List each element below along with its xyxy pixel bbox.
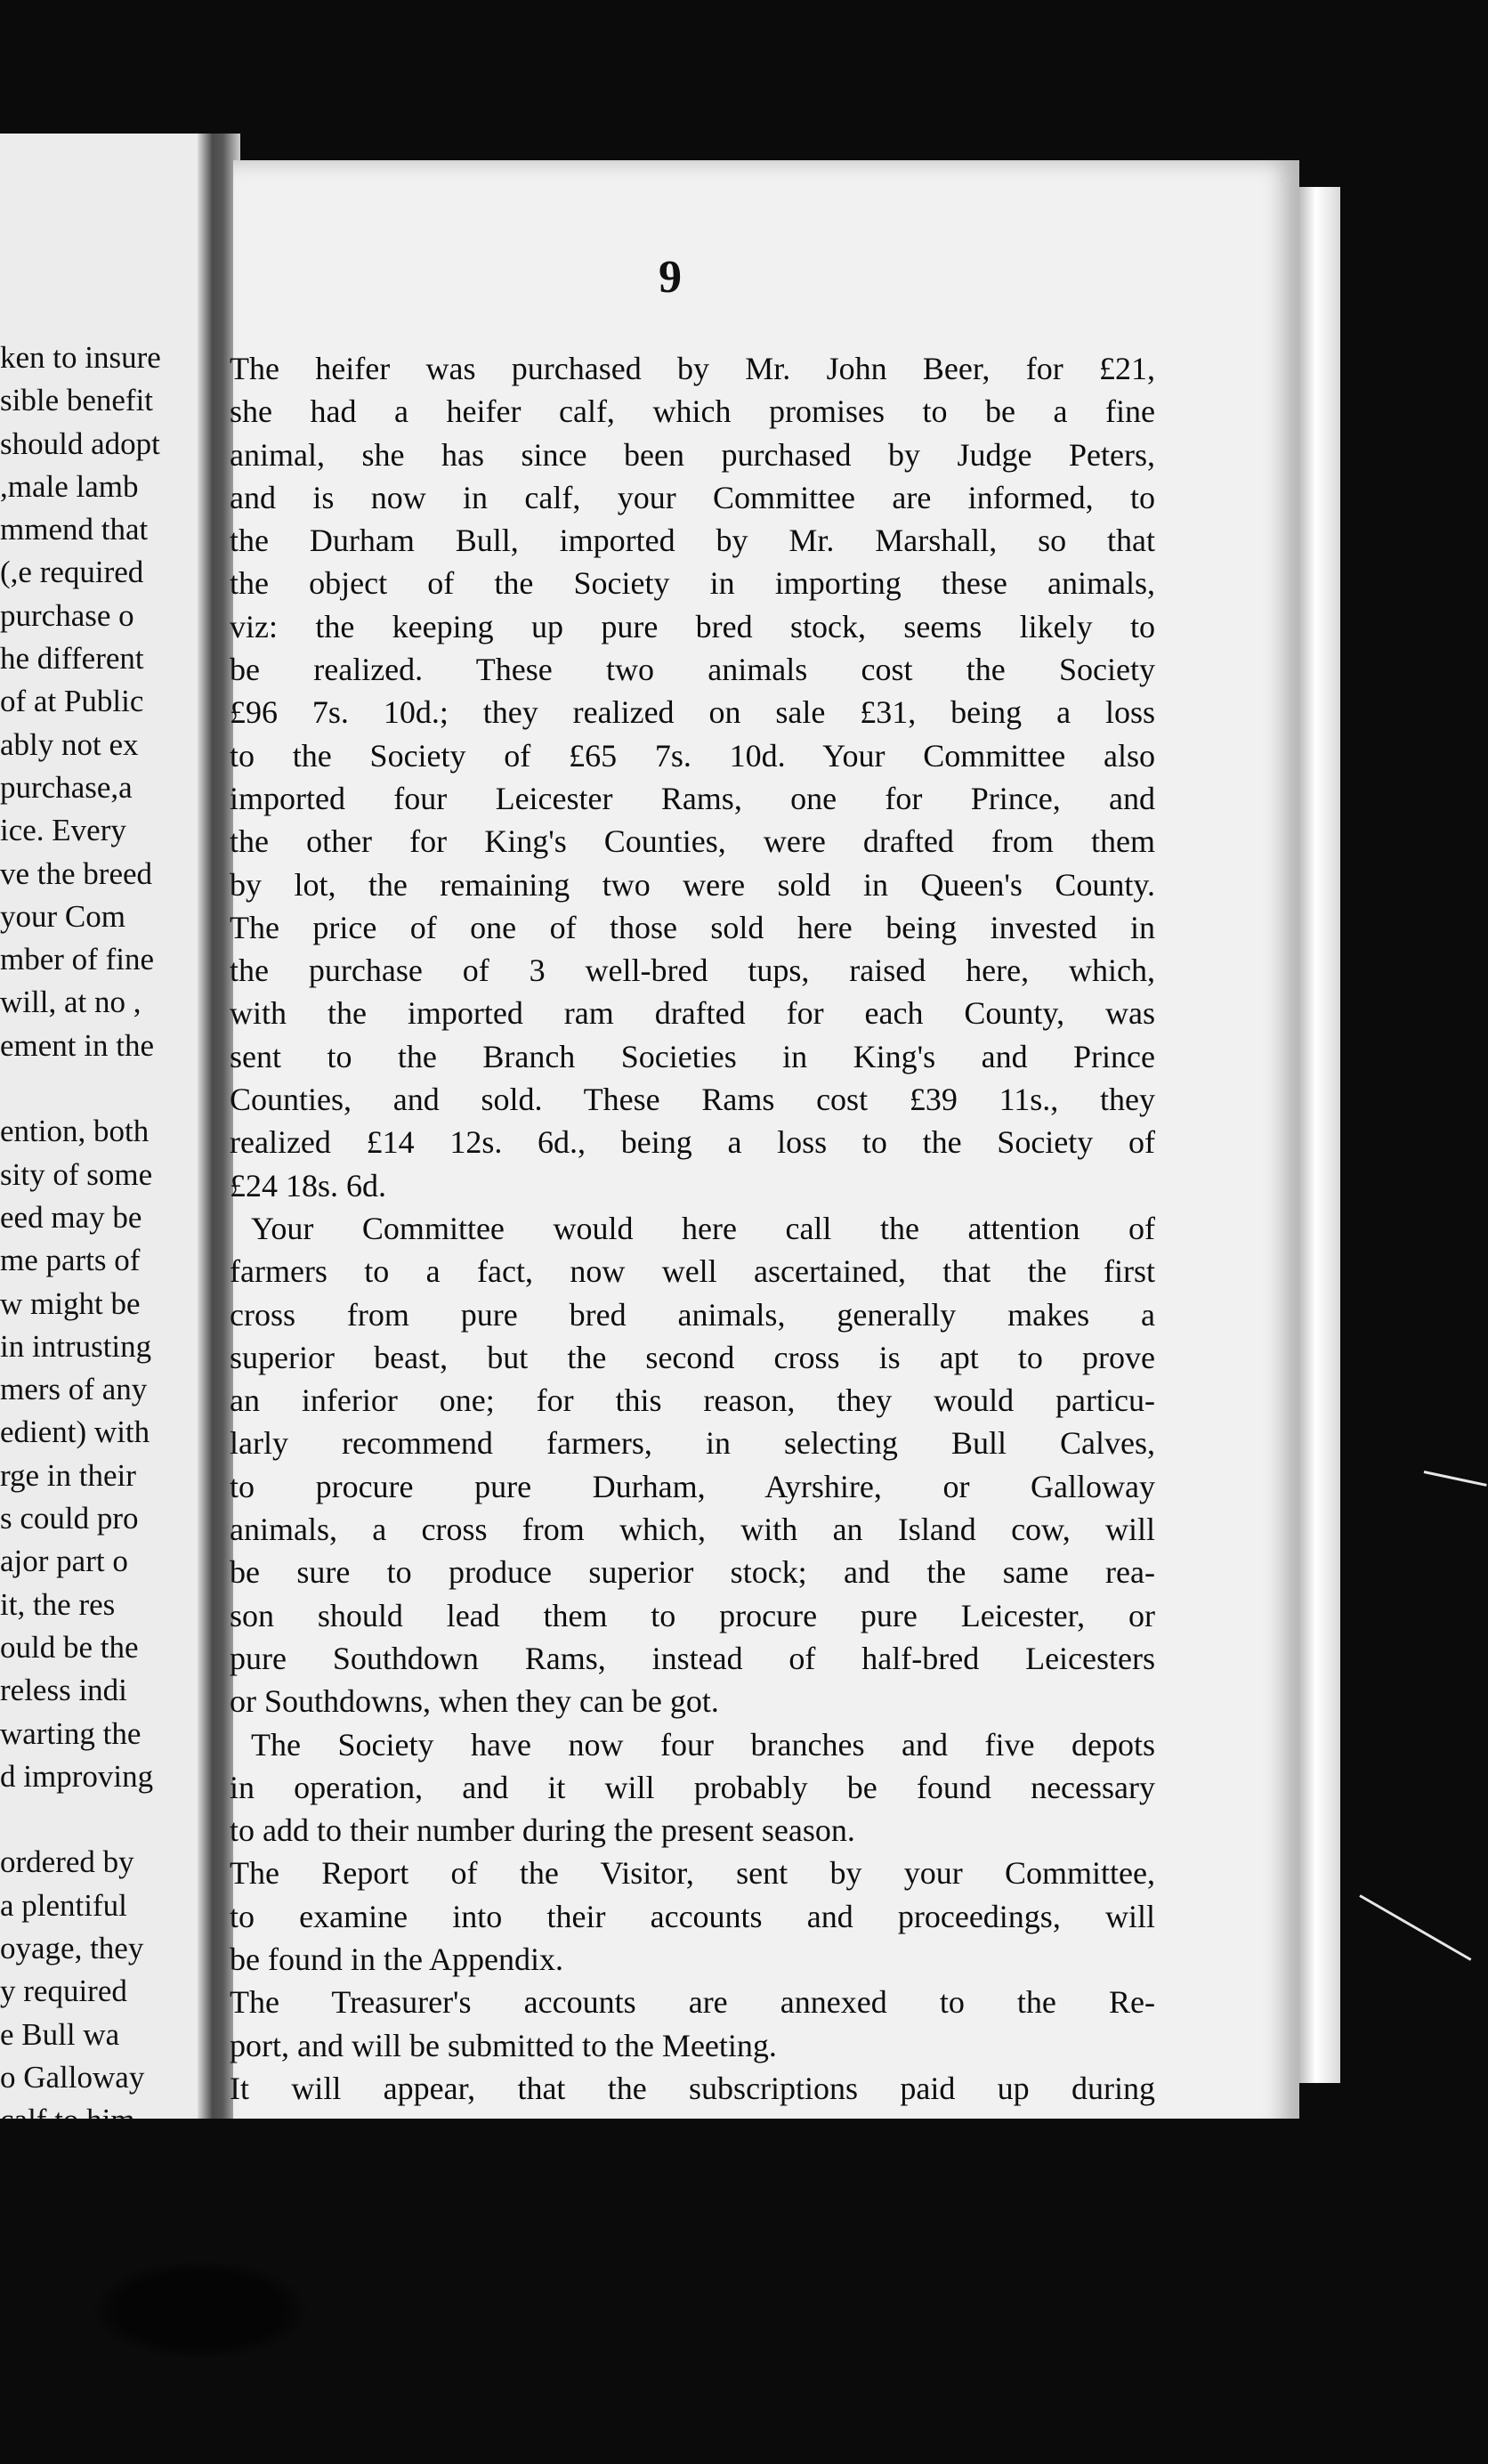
body-line: with the imported ram drafted for each County, was bbox=[230, 995, 1155, 1032]
body-line: superior beast, but the second cross is apt to prove bbox=[230, 1339, 1155, 1375]
left-page-line: me parts of bbox=[0, 1243, 141, 1278]
body-line: The Society have now four branches and five depots bbox=[251, 1726, 1155, 1763]
body-line: the Durham Bull, imported by Mr. Marshall, so that bbox=[230, 523, 1155, 559]
left-page-line bbox=[0, 1067, 222, 1110]
left-page-text bbox=[0, 336, 222, 2142]
ink-blot bbox=[93, 2261, 307, 2359]
left-page-line: of at Public bbox=[0, 684, 144, 719]
body-line: imported four Leicester Rams, one for Prince, and bbox=[230, 780, 1155, 816]
body-line: viz: the keeping up pure bred stock, seems likely to bbox=[230, 608, 1155, 644]
left-page-line: w might be bbox=[0, 1285, 141, 1321]
left-page-line: o Galloway bbox=[0, 2059, 145, 2095]
left-page-line: purchase,a bbox=[0, 769, 133, 805]
left-page-line: oyage, they bbox=[0, 1930, 144, 1966]
body-line: pure Southdown Rams, instead of half-bred Leicesters bbox=[230, 1640, 1155, 1676]
body-line: she had a heifer calf, which promises to be a fine bbox=[230, 393, 1155, 430]
left-page-line: ould be the bbox=[0, 1629, 139, 1665]
body-line: or Southdowns, when they can be got. bbox=[230, 1683, 719, 1720]
body-line: to add to their number during the present season. bbox=[230, 1812, 855, 1849]
body-line: Your Committee would here call the attention of bbox=[251, 1210, 1155, 1246]
body-line: to procure pure Durham, Ayrshire, or Galloway bbox=[230, 1468, 1155, 1504]
scan-mark bbox=[1424, 1471, 1487, 1487]
body-line: by lot, the remaining two were sold in Queen's County. bbox=[230, 866, 1155, 903]
body-line: the other for King's Counties, were drafted from them bbox=[230, 823, 1155, 860]
left-page-line: reless indi bbox=[0, 1673, 127, 1708]
left-page-line: ve the breed bbox=[0, 855, 153, 891]
body-line: Counties, and sold. These Rams cost £39 11s., they bbox=[230, 1082, 1155, 1118]
left-page-line: eed may be bbox=[0, 1199, 142, 1235]
left-page-line: ordered by bbox=[0, 1844, 134, 1880]
body-line: the object of the Society in importing these animals, bbox=[230, 565, 1155, 602]
left-page-line: e required,) bbox=[0, 555, 144, 590]
body-line: animal, she has since been purchased by Judge Peters, bbox=[230, 436, 1155, 473]
body-line: animals, a cross from which, with an Island cow, will bbox=[230, 1512, 1155, 1548]
left-page-line: ajor part o bbox=[0, 1544, 128, 1579]
left-page-line bbox=[0, 1798, 222, 1841]
left-page-line: your Com bbox=[0, 898, 125, 934]
left-page-line: warting the bbox=[0, 1715, 142, 1751]
left-page-line: should adopt bbox=[0, 426, 160, 461]
body-line: an inferior one; for this reason, they would particu- bbox=[230, 1382, 1155, 1419]
body-line: the purchase of 3 well-bred tups, raised here, which, bbox=[230, 952, 1155, 989]
left-page-line: purchase o bbox=[0, 597, 134, 633]
left-page-line: ice. Every bbox=[0, 813, 126, 848]
page-number: 9 bbox=[659, 252, 682, 303]
left-page-line: male lamb, bbox=[0, 468, 139, 504]
scan-mark bbox=[1359, 1894, 1471, 1961]
left-facing-page bbox=[0, 134, 222, 2119]
body-line: cross from pure bred animals, generally makes a bbox=[230, 1296, 1155, 1333]
left-page-line: sity of some bbox=[0, 1156, 153, 1192]
body-line: be found in the Appendix. bbox=[230, 1941, 563, 1977]
left-page-line: sible benefit bbox=[0, 383, 154, 418]
left-page-line: mers of any bbox=[0, 1372, 148, 1407]
left-page-line: rge in their bbox=[0, 1457, 136, 1493]
body-line: £24 18s. 6d. bbox=[230, 1167, 387, 1204]
body-line: farmers to a fact, now well ascertained, that the first bbox=[230, 1253, 1155, 1290]
body-line: realized £14 12s. 6d., being a loss to the Society of bbox=[230, 1124, 1155, 1161]
body-line: It will appear, that the subscriptions paid up during bbox=[230, 2070, 1155, 2106]
body-line: The price of one of those sold here being invested in bbox=[230, 909, 1155, 945]
body-line: in operation, and it will probably be found necessary bbox=[230, 1769, 1155, 1805]
left-page-line: it, the res bbox=[0, 1586, 116, 1622]
left-page-line: ention, both bbox=[0, 1114, 150, 1149]
page-body bbox=[230, 347, 1155, 2152]
left-page-line: ably not ex bbox=[0, 726, 139, 762]
left-page-line: he different bbox=[0, 641, 144, 677]
left-page-line: mmend that bbox=[0, 512, 149, 547]
body-line: larly recommend farmers, in selecting Bull Calves, bbox=[230, 1425, 1155, 1462]
body-line: to the Society of £65 7s. 10d. Your Committee also bbox=[230, 737, 1155, 774]
left-page-line: edient) with bbox=[0, 1414, 150, 1450]
left-page-line: ken to insure bbox=[0, 340, 161, 375]
body-line: son should lead them to procure pure Leicester, or bbox=[230, 1597, 1155, 1633]
body-line: The heifer was purchased by Mr. John Beer, for £21, bbox=[230, 351, 1155, 386]
left-page-line: , will, at no bbox=[0, 985, 142, 1020]
page-edge bbox=[1299, 187, 1340, 2083]
body-line: £96 7s. 10d.; they realized on sale £31, being a loss bbox=[230, 694, 1155, 731]
left-page-line: a plentiful bbox=[0, 1887, 127, 1923]
left-page-line: ement in the bbox=[0, 1027, 155, 1063]
left-page-line: mber of fine bbox=[0, 942, 154, 977]
body-line: sent to the Branch Societies in King's and Prince bbox=[230, 1038, 1155, 1074]
left-page-line: in intrusting bbox=[0, 1328, 152, 1364]
left-page-line: s could pro bbox=[0, 1501, 139, 1536]
body-line: and is now in calf, your Committee are informed, to bbox=[230, 479, 1155, 515]
body-line: be sure to produce superior stock; and the same rea- bbox=[230, 1554, 1155, 1591]
left-page-line: y required bbox=[0, 1974, 127, 2009]
body-line: port, and will be submitted to the Meeting. bbox=[230, 2027, 777, 2063]
left-page-line: e Bull wa bbox=[0, 2016, 120, 2052]
body-line: The Treasurer's accounts are annexed to the Re- bbox=[230, 1984, 1155, 2021]
body-line: The Report of the Visitor, sent by your Committee, bbox=[230, 1855, 1155, 1892]
body-line: be realized. These two animals cost the Society bbox=[230, 652, 1155, 688]
left-page-line: d improving bbox=[0, 1758, 154, 1794]
body-line: to examine into their accounts and proceedings, will bbox=[230, 1898, 1155, 1934]
